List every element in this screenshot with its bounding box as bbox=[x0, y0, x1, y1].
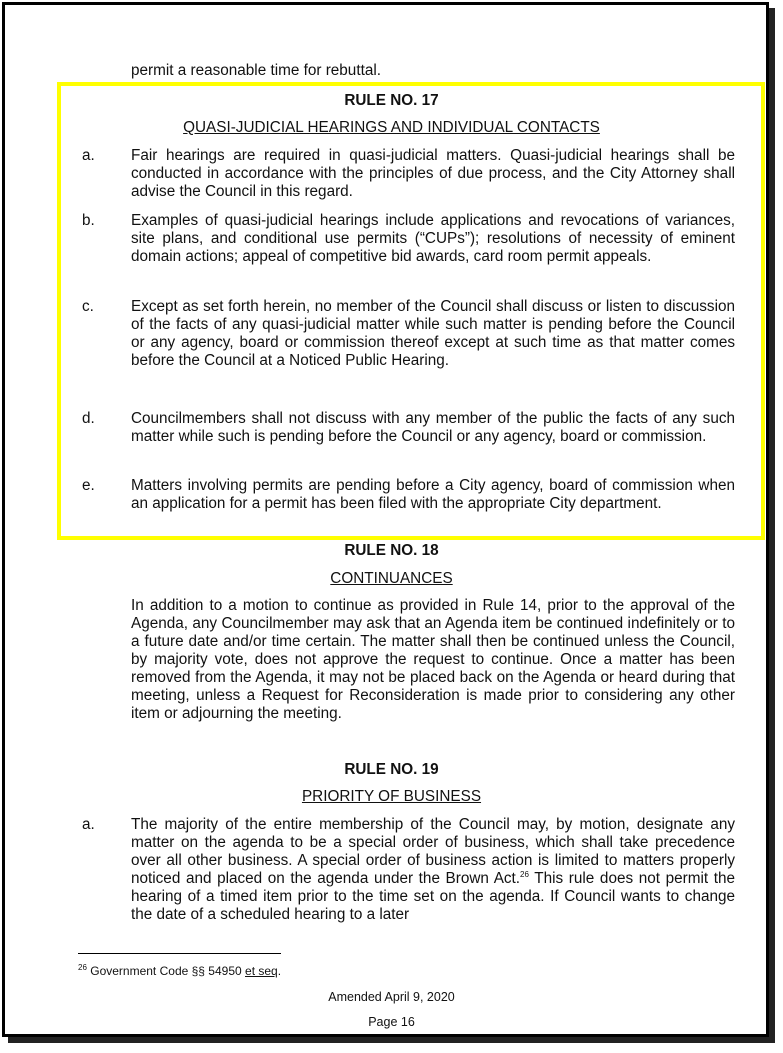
rule-17-subtitle: QUASI-JUDICIAL HEARINGS AND INDIVIDUAL CONTACTS bbox=[183, 119, 600, 136]
rule-19-subtitle: PRIORITY OF BUSINESS bbox=[301, 788, 482, 805]
rule-17-item-b-text: Examples of quasi-judicial hearings include applications and revocations of variances, site plans, and conditional use permits (“CUPs”); resolutions of necessity of eminent domain actions; appeal of competitive bid awards, card room permit appeals. bbox=[131, 212, 735, 265]
rule-17-item-c-text: Except as set forth herein, no member of the Council shall discuss or listen to discussion of the facts of any quasi-judicial matter while such matter is pending before the Council or any agency, board or commission thereof except at such time as that matter comes before the Council at a Noticed Public Hearing. bbox=[131, 298, 735, 369]
rule-19-item-a-text bbox=[131, 816, 735, 924]
rule-19-item-a-label: a. bbox=[82, 816, 95, 833]
rule-17-item-d-text: Councilmembers shall not discuss with any member of the public the facts of any such matter while such is pending before the Council or any agency, board or commission. bbox=[131, 410, 735, 445]
footnote-divider bbox=[78, 953, 281, 954]
rule-17-item-e-text: Matters involving permits are pending before a City agency, board of commission when an application for a permit has been filed with the appropriate City department. bbox=[131, 477, 735, 512]
rule-19-item-a-text-part2: This rule does not permit the hearing of a timed item prior to the time set on the agenda. If Council wants to change the date of a scheduled hearing to a later bbox=[131, 870, 735, 923]
rule-19-title: RULE NO. 19 bbox=[344, 761, 439, 778]
footnote bbox=[78, 962, 281, 980]
rule-17-item-d-label: d. bbox=[82, 410, 95, 427]
footnote-ref-26[interactable]: 26 bbox=[520, 869, 529, 879]
footnote-number: 26 bbox=[78, 963, 87, 972]
rule-17-item-c-label: c. bbox=[82, 298, 94, 315]
rule-18-subtitle: CONTINUANCES bbox=[330, 570, 453, 587]
rule-19-item-a-text-part1: The majority of the entire membership of the Council may, by motion, designate any matter on the agenda to be a special order of business, which shall take precedence over all other business. A special order of business action is limited to matters properly noticed and placed on the agenda under the Brown Act. bbox=[131, 816, 735, 887]
footnote-end: . bbox=[277, 964, 282, 978]
rule-17-item-e-label: e. bbox=[82, 477, 95, 494]
footnote-text: Government Code §§ 54950 bbox=[86, 964, 246, 978]
rule-18-title: RULE NO. 18 bbox=[344, 542, 439, 559]
rule-18-text: In addition to a motion to continue as provided in Rule 14, prior to the approval of the Agenda, any Councilmember may ask that an Agenda item be continued indefinitely or to a future date and/or time certain. The matter shall then be continued unless the Council, by majority vote, does not approve the request to continue. Once a matter has been removed from the Agenda, it may not be placed back on the Agenda or heard during that meeting, unless a Request for Reconsideration is made prior to considering any other item or adjourning the meeting. bbox=[131, 597, 735, 722]
amended-date: Amended April 9, 2020 bbox=[328, 990, 455, 1004]
rule-17-item-a-text: Fair hearings are required in quasi-judicial matters. Quasi-judicial hearings shall be conducted in accordance with the principles of due process, and the City Attorney shall advise the Council in this regard. bbox=[131, 147, 735, 200]
footnote-et-seq: et seq bbox=[245, 964, 278, 978]
rule-17-item-b-label: b. bbox=[82, 212, 95, 229]
intro-line: permit a reasonable time for rebuttal. bbox=[131, 62, 381, 79]
rule-17-title: RULE NO. 17 bbox=[344, 92, 439, 109]
rule-17-item-a-label: a. bbox=[82, 147, 95, 164]
page-number: Page 16 bbox=[368, 1015, 415, 1029]
